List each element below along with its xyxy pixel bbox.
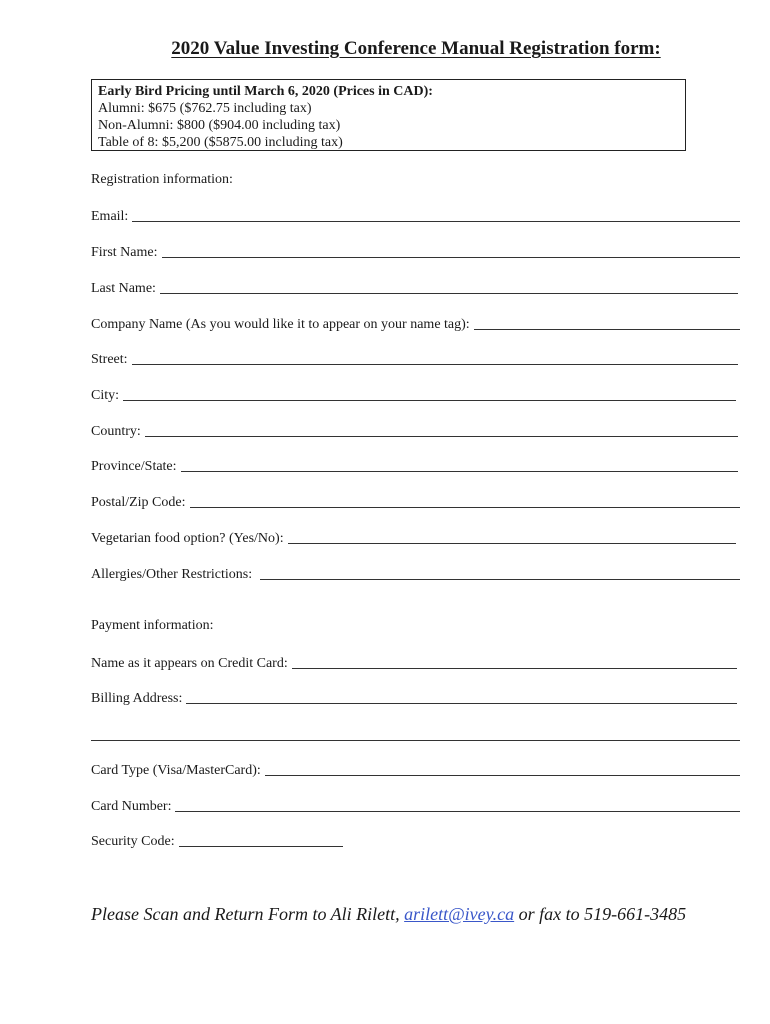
vegetarian-field	[91, 527, 736, 547]
company-line[interactable]	[474, 329, 740, 330]
billing-address-line-2[interactable]	[91, 740, 740, 741]
first-name-label: First Name:	[91, 245, 158, 260]
postal-field	[91, 491, 740, 511]
email-field	[91, 205, 740, 225]
street-line[interactable]	[132, 364, 738, 365]
pricing-box	[91, 79, 686, 151]
security-code-line[interactable]	[179, 846, 343, 847]
contact-email-link[interactable]: arilett@ivey.ca	[404, 904, 515, 924]
pricing-alumni: Alumni: $675 ($762.75 including tax)	[98, 101, 312, 116]
company-field	[91, 313, 740, 333]
province-field	[91, 455, 738, 475]
vegetarian-label: Vegetarian food option? (Yes/No):	[91, 531, 284, 546]
security-code-label: Security Code:	[91, 834, 175, 849]
card-name-field	[91, 652, 737, 672]
email-line[interactable]	[132, 221, 740, 222]
return-instructions-suffix: or fax to 519-661-3485	[514, 904, 687, 924]
card-type-label: Card Type (Visa/MasterCard):	[91, 763, 261, 778]
pricing-heading: Early Bird Pricing until March 6, 2020 (Prices in CAD):	[98, 84, 433, 99]
billing-address-field	[91, 687, 737, 707]
first-name-field	[91, 241, 740, 261]
card-type-field	[91, 759, 740, 779]
email-label: Email:	[91, 209, 129, 224]
form-title: 2020 Value Investing Conference Manual Registration form:	[171, 38, 661, 59]
card-number-label: Card Number:	[91, 799, 172, 814]
company-label: Company Name (As you would like it to appear on your name tag):	[91, 317, 470, 332]
street-field	[91, 348, 738, 368]
first-name-line[interactable]	[162, 257, 741, 258]
city-label: City:	[91, 388, 120, 403]
card-name-line[interactable]	[292, 668, 737, 669]
province-label: Province/State:	[91, 459, 177, 474]
country-label: Country:	[91, 424, 141, 439]
return-instructions-prefix: Please Scan and Return Form to Ali Rilett,	[91, 904, 405, 924]
last-name-field	[91, 277, 738, 297]
payment-section-label: Payment information:	[91, 618, 214, 633]
country-line[interactable]	[145, 436, 738, 437]
country-field	[91, 420, 738, 440]
province-line[interactable]	[181, 471, 738, 472]
allergies-field	[91, 563, 740, 583]
billing-address-line[interactable]	[186, 703, 737, 704]
last-name-line[interactable]	[160, 293, 738, 294]
return-instructions	[91, 904, 686, 925]
pricing-non-alumni: Non-Alumni: $800 ($904.00 including tax)	[98, 118, 341, 133]
registration-section-label: Registration information:	[91, 172, 233, 187]
postal-label: Postal/Zip Code:	[91, 495, 186, 510]
allergies-label: Allergies/Other Restrictions:	[91, 567, 253, 582]
allergies-line[interactable]	[260, 579, 740, 580]
last-name-label: Last Name:	[91, 281, 156, 296]
card-type-line[interactable]	[265, 775, 740, 776]
pricing-table: Table of 8: $5,200 ($5875.00 including tax)	[98, 135, 343, 150]
postal-line[interactable]	[190, 507, 741, 508]
card-number-line[interactable]	[175, 811, 740, 812]
city-field	[91, 384, 736, 404]
billing-address-label: Billing Address:	[91, 691, 183, 706]
security-code-field	[91, 830, 343, 850]
card-name-label: Name as it appears on Credit Card:	[91, 656, 288, 671]
city-line[interactable]	[123, 400, 736, 401]
card-number-field	[91, 795, 740, 815]
street-label: Street:	[91, 352, 128, 367]
vegetarian-line[interactable]	[288, 543, 736, 544]
